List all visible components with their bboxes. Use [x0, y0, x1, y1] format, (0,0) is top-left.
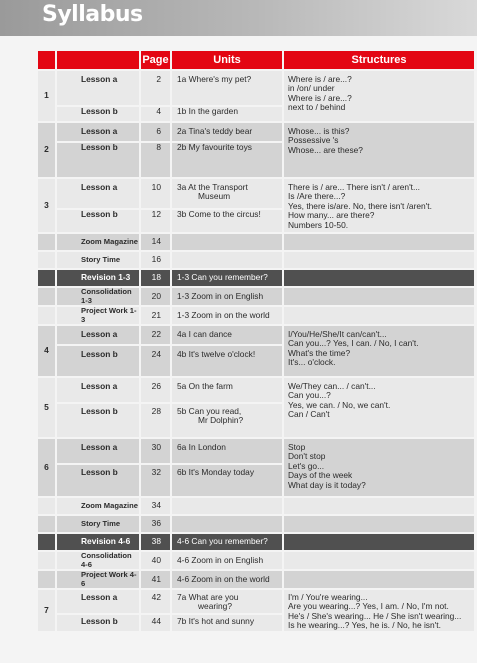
row-label: Consolidation 4-6 — [57, 552, 139, 569]
unit-title: 4a I can dance — [172, 326, 282, 344]
blank-cell — [284, 516, 474, 532]
structures-cell — [284, 123, 474, 177]
blank-cell — [172, 516, 282, 532]
row-label: Revision 1-3 — [57, 270, 139, 286]
structure-line: What's the time? — [288, 347, 351, 358]
blank-cell — [172, 234, 282, 250]
unit-number: 4 — [38, 326, 55, 376]
lesson-label: Lesson a — [57, 439, 139, 463]
unit-title-line: 5b Can you read, — [177, 406, 242, 416]
unit-title-line: Museum — [198, 191, 231, 202]
unit-title: 4-6 Zoom in on the world — [172, 571, 282, 588]
blank-cell — [38, 270, 55, 286]
unit-number: 7 — [38, 590, 55, 631]
page-number: 12 — [141, 210, 170, 232]
structure-line: Can you...? — [288, 390, 331, 401]
page-number: 16 — [141, 252, 170, 268]
page-number: 21 — [141, 307, 170, 324]
page-number: 20 — [141, 288, 170, 305]
unit-title: 2a Tina's teddy bear — [172, 123, 282, 141]
structure-line: He's / She's wearing... He / She isn't wearing... — [288, 610, 462, 621]
zoom-magazine-row — [38, 498, 474, 514]
unit-title: 1-3 Zoom in on the world — [172, 307, 282, 324]
blank-cell — [284, 552, 474, 569]
row-label: Story Time — [57, 516, 139, 532]
page-number: 42 — [141, 590, 170, 613]
blank-cell — [38, 552, 55, 569]
lesson-label: Lesson b — [57, 346, 139, 376]
page-number: 41 — [141, 571, 170, 588]
blank-cell — [38, 571, 55, 588]
structure-line: There is / are... There isn't / aren't... — [288, 182, 420, 192]
unit-title: 1a Where's my pet? — [172, 71, 282, 105]
blank-cell — [172, 252, 282, 268]
page-number: 4 — [141, 107, 170, 121]
unit-number: 5 — [38, 378, 55, 437]
structure-line: Can / Can't — [288, 409, 330, 420]
blank-cell — [38, 307, 55, 324]
blank-cell — [284, 571, 474, 588]
structures-cell — [284, 179, 474, 232]
row-label: Story Time — [57, 252, 139, 268]
page-number: 24 — [141, 346, 170, 376]
unit-title: 3b Come to the circus! — [172, 210, 282, 232]
unit-5-lesson-a — [38, 378, 474, 402]
structures-cell — [284, 71, 474, 121]
row-label: Consolidation 1-3 — [57, 288, 139, 305]
unit-title-line: Mr Dolphin? — [198, 415, 244, 426]
structure-line: Are you wearing...? Yes, I am. / No, I'm not. — [288, 601, 449, 612]
structure-line: Is he wearing...? Yes, he is. / No, he isn't. — [288, 620, 441, 631]
structure-line: Is /Are there...? — [288, 191, 346, 202]
blank-cell — [38, 516, 55, 532]
page-number: 32 — [141, 465, 170, 496]
structure-line: Whose... is this? — [288, 126, 350, 136]
page-number: 18 — [141, 270, 170, 286]
lesson-label: Lesson a — [57, 179, 139, 208]
blank-cell — [38, 252, 55, 268]
unit-title: 7b It's hot and sunny — [172, 615, 282, 631]
unit-6-lesson-a — [38, 439, 474, 463]
blank-cell — [38, 498, 55, 514]
unit-number: 3 — [38, 179, 55, 232]
header-row — [38, 51, 474, 69]
page-number: 8 — [141, 143, 170, 177]
unit-number: 2 — [38, 123, 55, 177]
page-number: 10 — [141, 179, 170, 208]
structure-line: We/They can... / can't... — [288, 381, 376, 391]
consolidation-row — [38, 552, 474, 569]
zoom-magazine-row — [38, 234, 474, 250]
page-title: Syllabus — [42, 2, 143, 27]
header-structures: Structures — [284, 51, 474, 69]
unit-title — [172, 179, 282, 208]
structure-line: Possessive 's — [288, 135, 339, 146]
page-number: 2 — [141, 71, 170, 105]
unit-title: 5a On the farm — [172, 378, 282, 402]
page-number: 22 — [141, 326, 170, 344]
structure-line: How many... are there? — [288, 210, 375, 221]
revision-row — [38, 534, 474, 550]
structure-line: Can you...? Yes, I can. / No, I can't. — [288, 338, 419, 349]
structures-cell — [284, 326, 474, 376]
unit-title: 1b In the garden — [172, 107, 282, 121]
unit-title: 4b It's twelve o'clock! — [172, 346, 282, 376]
page-number: 6 — [141, 123, 170, 141]
lesson-label: Lesson b — [57, 143, 139, 177]
project-work-row — [38, 571, 474, 588]
structure-line: Yes, we can. / No, we can't. — [288, 399, 391, 410]
unit-title: 6a In London — [172, 439, 282, 463]
unit-title-line: 7a What are you — [177, 592, 239, 602]
page-number: 28 — [141, 404, 170, 437]
unit-title: 1-3 Zoom in on English — [172, 288, 282, 305]
structure-line: Stop — [288, 442, 306, 452]
lesson-label: Lesson a — [57, 123, 139, 141]
blank-cell — [284, 498, 474, 514]
page-number: 34 — [141, 498, 170, 514]
structure-line: in /on/ under — [288, 83, 335, 94]
row-label: Zoom Magazine — [57, 498, 139, 514]
blank-cell — [38, 534, 55, 550]
header-blank — [38, 51, 55, 69]
revision-row — [38, 270, 474, 286]
structure-line: Numbers 10-50. — [288, 219, 349, 230]
blank-cell — [172, 498, 282, 514]
row-label: Zoom Magazine — [57, 234, 139, 250]
lesson-label: Lesson a — [57, 71, 139, 105]
story-time-row — [38, 516, 474, 532]
structure-line: It's... o'clock. — [288, 357, 336, 368]
page-number: 26 — [141, 378, 170, 402]
lesson-label: Lesson a — [57, 378, 139, 402]
unit-title: 4-6 Can you remember? — [172, 534, 282, 550]
row-label: Project Work 1-3 — [57, 307, 139, 324]
blank-cell — [284, 234, 474, 250]
structure-line: I'm / You're wearing... — [288, 592, 368, 602]
structure-line: Whose... are these? — [288, 144, 363, 155]
unit-number: 1 — [38, 71, 55, 121]
structure-line: Where is / are...? — [288, 74, 352, 84]
blank-cell — [284, 307, 474, 324]
unit-7-lesson-a — [38, 590, 474, 613]
unit-title: 2b My favourite toys — [172, 143, 282, 177]
structure-line: What day is it today? — [288, 479, 366, 490]
unit-1-lesson-a — [38, 71, 474, 105]
unit-2-lesson-a — [38, 123, 474, 141]
unit-title: 4-6 Zoom in on English — [172, 552, 282, 569]
syllabus-table — [36, 49, 476, 633]
structure-line: Yes, there is/are. No, there isn't /aren't. — [288, 200, 432, 211]
structure-line: I/You/He/She/It can/can't... — [288, 329, 387, 339]
unit-3-lesson-a — [38, 179, 474, 208]
page-number: 40 — [141, 552, 170, 569]
structures-cell — [284, 378, 474, 437]
structure-line: Days of the week — [288, 470, 353, 481]
structures-cell — [284, 590, 474, 631]
lesson-label: Lesson a — [57, 326, 139, 344]
unit-title: 6b It's Monday today — [172, 465, 282, 496]
blank-cell — [284, 252, 474, 268]
story-time-row — [38, 252, 474, 268]
unit-number: 6 — [38, 439, 55, 496]
page-number: 36 — [141, 516, 170, 532]
blank-cell — [284, 288, 474, 305]
structure-line: Where is / are...? — [288, 92, 352, 103]
unit-title-line: wearing? — [198, 601, 232, 612]
lesson-label: Lesson b — [57, 465, 139, 496]
lesson-label: Lesson b — [57, 210, 139, 232]
header-units: Units — [172, 51, 282, 69]
lesson-label: Lesson b — [57, 107, 139, 121]
lesson-label: Lesson b — [57, 615, 139, 631]
title-banner — [0, 0, 477, 36]
page-number: 14 — [141, 234, 170, 250]
lesson-label: Lesson a — [57, 590, 139, 613]
blank-cell — [38, 234, 55, 250]
blank-cell — [284, 534, 474, 550]
header-blank — [57, 51, 139, 69]
page-number: 38 — [141, 534, 170, 550]
blank-cell — [38, 288, 55, 305]
unit-title: 1-3 Can you remember? — [172, 270, 282, 286]
lesson-label: Lesson b — [57, 404, 139, 437]
page-number: 44 — [141, 615, 170, 631]
project-work-row — [38, 307, 474, 324]
structure-line: Don't stop — [288, 451, 326, 462]
structure-line: next to / behind — [288, 102, 346, 113]
unit-title — [172, 590, 282, 613]
unit-title-line: 3a At the Transport — [177, 182, 248, 192]
unit-title — [172, 404, 282, 437]
row-label: Project Work 4-6 — [57, 571, 139, 588]
page-number: 30 — [141, 439, 170, 463]
row-label: Revision 4-6 — [57, 534, 139, 550]
structure-line: Let's go... — [288, 460, 325, 471]
blank-cell — [284, 270, 474, 286]
structures-cell — [284, 439, 474, 496]
header-page: Page — [141, 51, 170, 69]
unit-4-lesson-a — [38, 326, 474, 344]
consolidation-row — [38, 288, 474, 305]
